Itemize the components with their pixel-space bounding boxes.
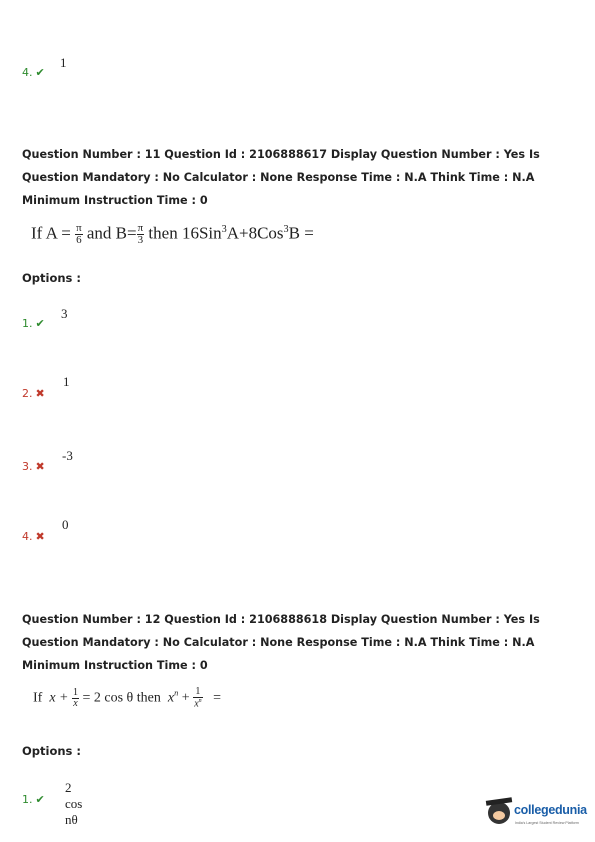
option-value: 2 cos nθ	[65, 780, 83, 827]
option-number: 1.	[22, 793, 33, 806]
cross-icon: ✖	[35, 530, 45, 543]
option-value: 0	[62, 517, 69, 532]
question-text-12: If x + $\frac{1}{x}$ = 2 cos θ then $x^n$ + $\frac{1}{x^n}$ =	[33, 686, 222, 710]
check-icon: ✔	[35, 317, 45, 330]
option-number: 3.	[22, 460, 33, 473]
option-value: -3	[62, 448, 73, 463]
logo-name: collegedunia	[514, 803, 587, 817]
option-number: 4.	[22, 530, 33, 543]
options-label-12: Options :	[22, 744, 81, 758]
check-icon: ✔	[35, 66, 45, 79]
option-value: 1	[60, 55, 67, 70]
question-text-11: If A = $\frac{\pi}{6}$ and B= $\frac{\pi}{3}$ then 16Sin$^3$A+8Cos$^3$B =	[31, 222, 314, 246]
question-meta-12: Question Number : 12 Question Id : 2106888618 Display Question Number : Yes Is Question Mandatory : No Calculator : None Response Time : N.A Think Time : N.A Minimum Instruction Time : 0	[22, 613, 540, 672]
check-icon: ✔	[35, 793, 45, 806]
collegedunia-logo	[488, 800, 593, 830]
options-label-11: Options :	[22, 271, 81, 285]
fraction-1-over-xn: $\frac{1}{x^n}$	[194, 686, 202, 710]
cross-icon: ✖	[35, 387, 45, 400]
fraction-pi-3: $\frac{\pi}{3}$	[137, 222, 144, 246]
cross-icon: ✖	[35, 460, 45, 473]
logo-tagline: India's Largest Student Review Platform	[515, 821, 579, 825]
option-number: 4.	[22, 66, 33, 79]
option-value: 1	[63, 374, 70, 389]
fraction-1-over-x: $\frac{1}{x}$	[73, 686, 78, 709]
question-meta-11: Question Number : 11 Question Id : 2106888617 Display Question Number : Yes Is Question Mandatory : No Calculator : None Response Time : N.A Think Time : N.A Minimum Instruction Time : 0	[22, 148, 540, 207]
option-number: 1.	[22, 317, 33, 330]
fraction-pi-6: $\frac{\pi}{6}$	[76, 222, 82, 246]
option-number: 2.	[22, 387, 33, 400]
option-value: 3	[61, 306, 68, 321]
logo-mascot-icon	[488, 802, 510, 824]
